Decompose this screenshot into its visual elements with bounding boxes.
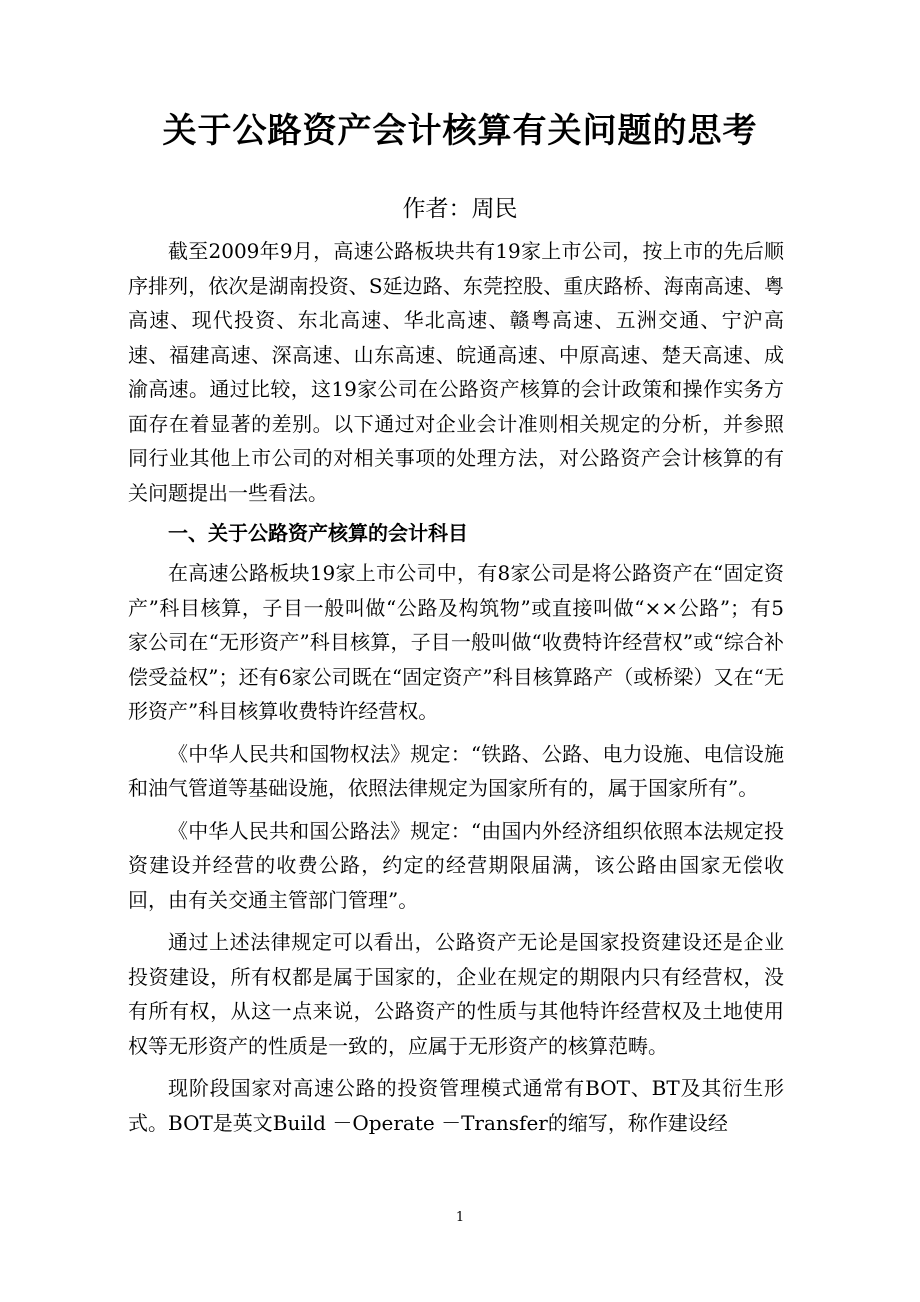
document-author: 作者：周民 bbox=[402, 196, 518, 222]
section-heading: 一、关于公路资产核算的会计科目 bbox=[168, 521, 468, 545]
document-title: 关于公路资产会计核算有关问题的思考 bbox=[162, 111, 758, 151]
intro-paragraph: 截至2009年9月，高速公路板块共有19家上市公司，按上市的先后顺序排列，依次是湖南投资、S延边路、东莞控股、重庆路桥、海南高速、粤高速、现代投资、东北高速、华北高速、赣粤高速、五洲交通、宁沪高速、福建高速、深高速、山东高速、皖通高速、中原高速、楚天高速、成渝高速。通过比较，这19家公司在公路资产核算的会计政策和操作实务方面存在着显著的差别。以下通过对企业会计准则相关规定的分析，并参照同行业其他上市公司的对相关事项的处理方法，对公路资产会计核算的有关问题提出一些看法。 bbox=[128, 239, 784, 505]
page-number: 1 bbox=[455, 1210, 465, 1225]
body-paragraph: 《中华人民共和国物权法》规定：“铁路、公路、电力设施、电信设施和油气管道等基础设施，依照法律规定为国家所有的，属于国家所有”。 bbox=[128, 741, 784, 800]
body-paragraph: 通过上述法律规定可以看出，公路资产无论是国家投资建设还是企业投资建设，所有权都是属于国家的，企业在规定的期限内只有经营权，没有所有权，从这一点来说，公路资产的性质与其他特许经营权及土地使用权等无形资产的性质是一致的，应属于无形资产的核算范畴。 bbox=[128, 930, 784, 1058]
body-paragraph: 在高速公路板块19家上市公司中，有8家公司是将公路资产在“固定资产”科目核算，子目一般叫做“公路及构筑物”或直接叫做“××公路”；有5家公司在“无形资产”科目核算，子目一般叫做“收费特许经营权”或“综合补偿受益权”；还有6家公司既在“固定资产”科目核算路产（或桥梁）又在“无形资产”科目核算收费特许经营权。 bbox=[128, 561, 784, 723]
body-paragraph: 现阶段国家对高速公路的投资管理模式通常有BOT、BT及其衍生形式。BOT是英文Build －Operate －Transfer的缩写，称作建设经 bbox=[128, 1076, 784, 1135]
body-paragraph: 《中华人民共和国公路法》规定：“由国内外经济组织依照本法规定投资建设并经营的收费公路，约定的经营期限届满，该公路由国家无偿收回，由有关交通主管部门管理”。 bbox=[128, 818, 784, 912]
document-body bbox=[128, 234, 784, 1140]
